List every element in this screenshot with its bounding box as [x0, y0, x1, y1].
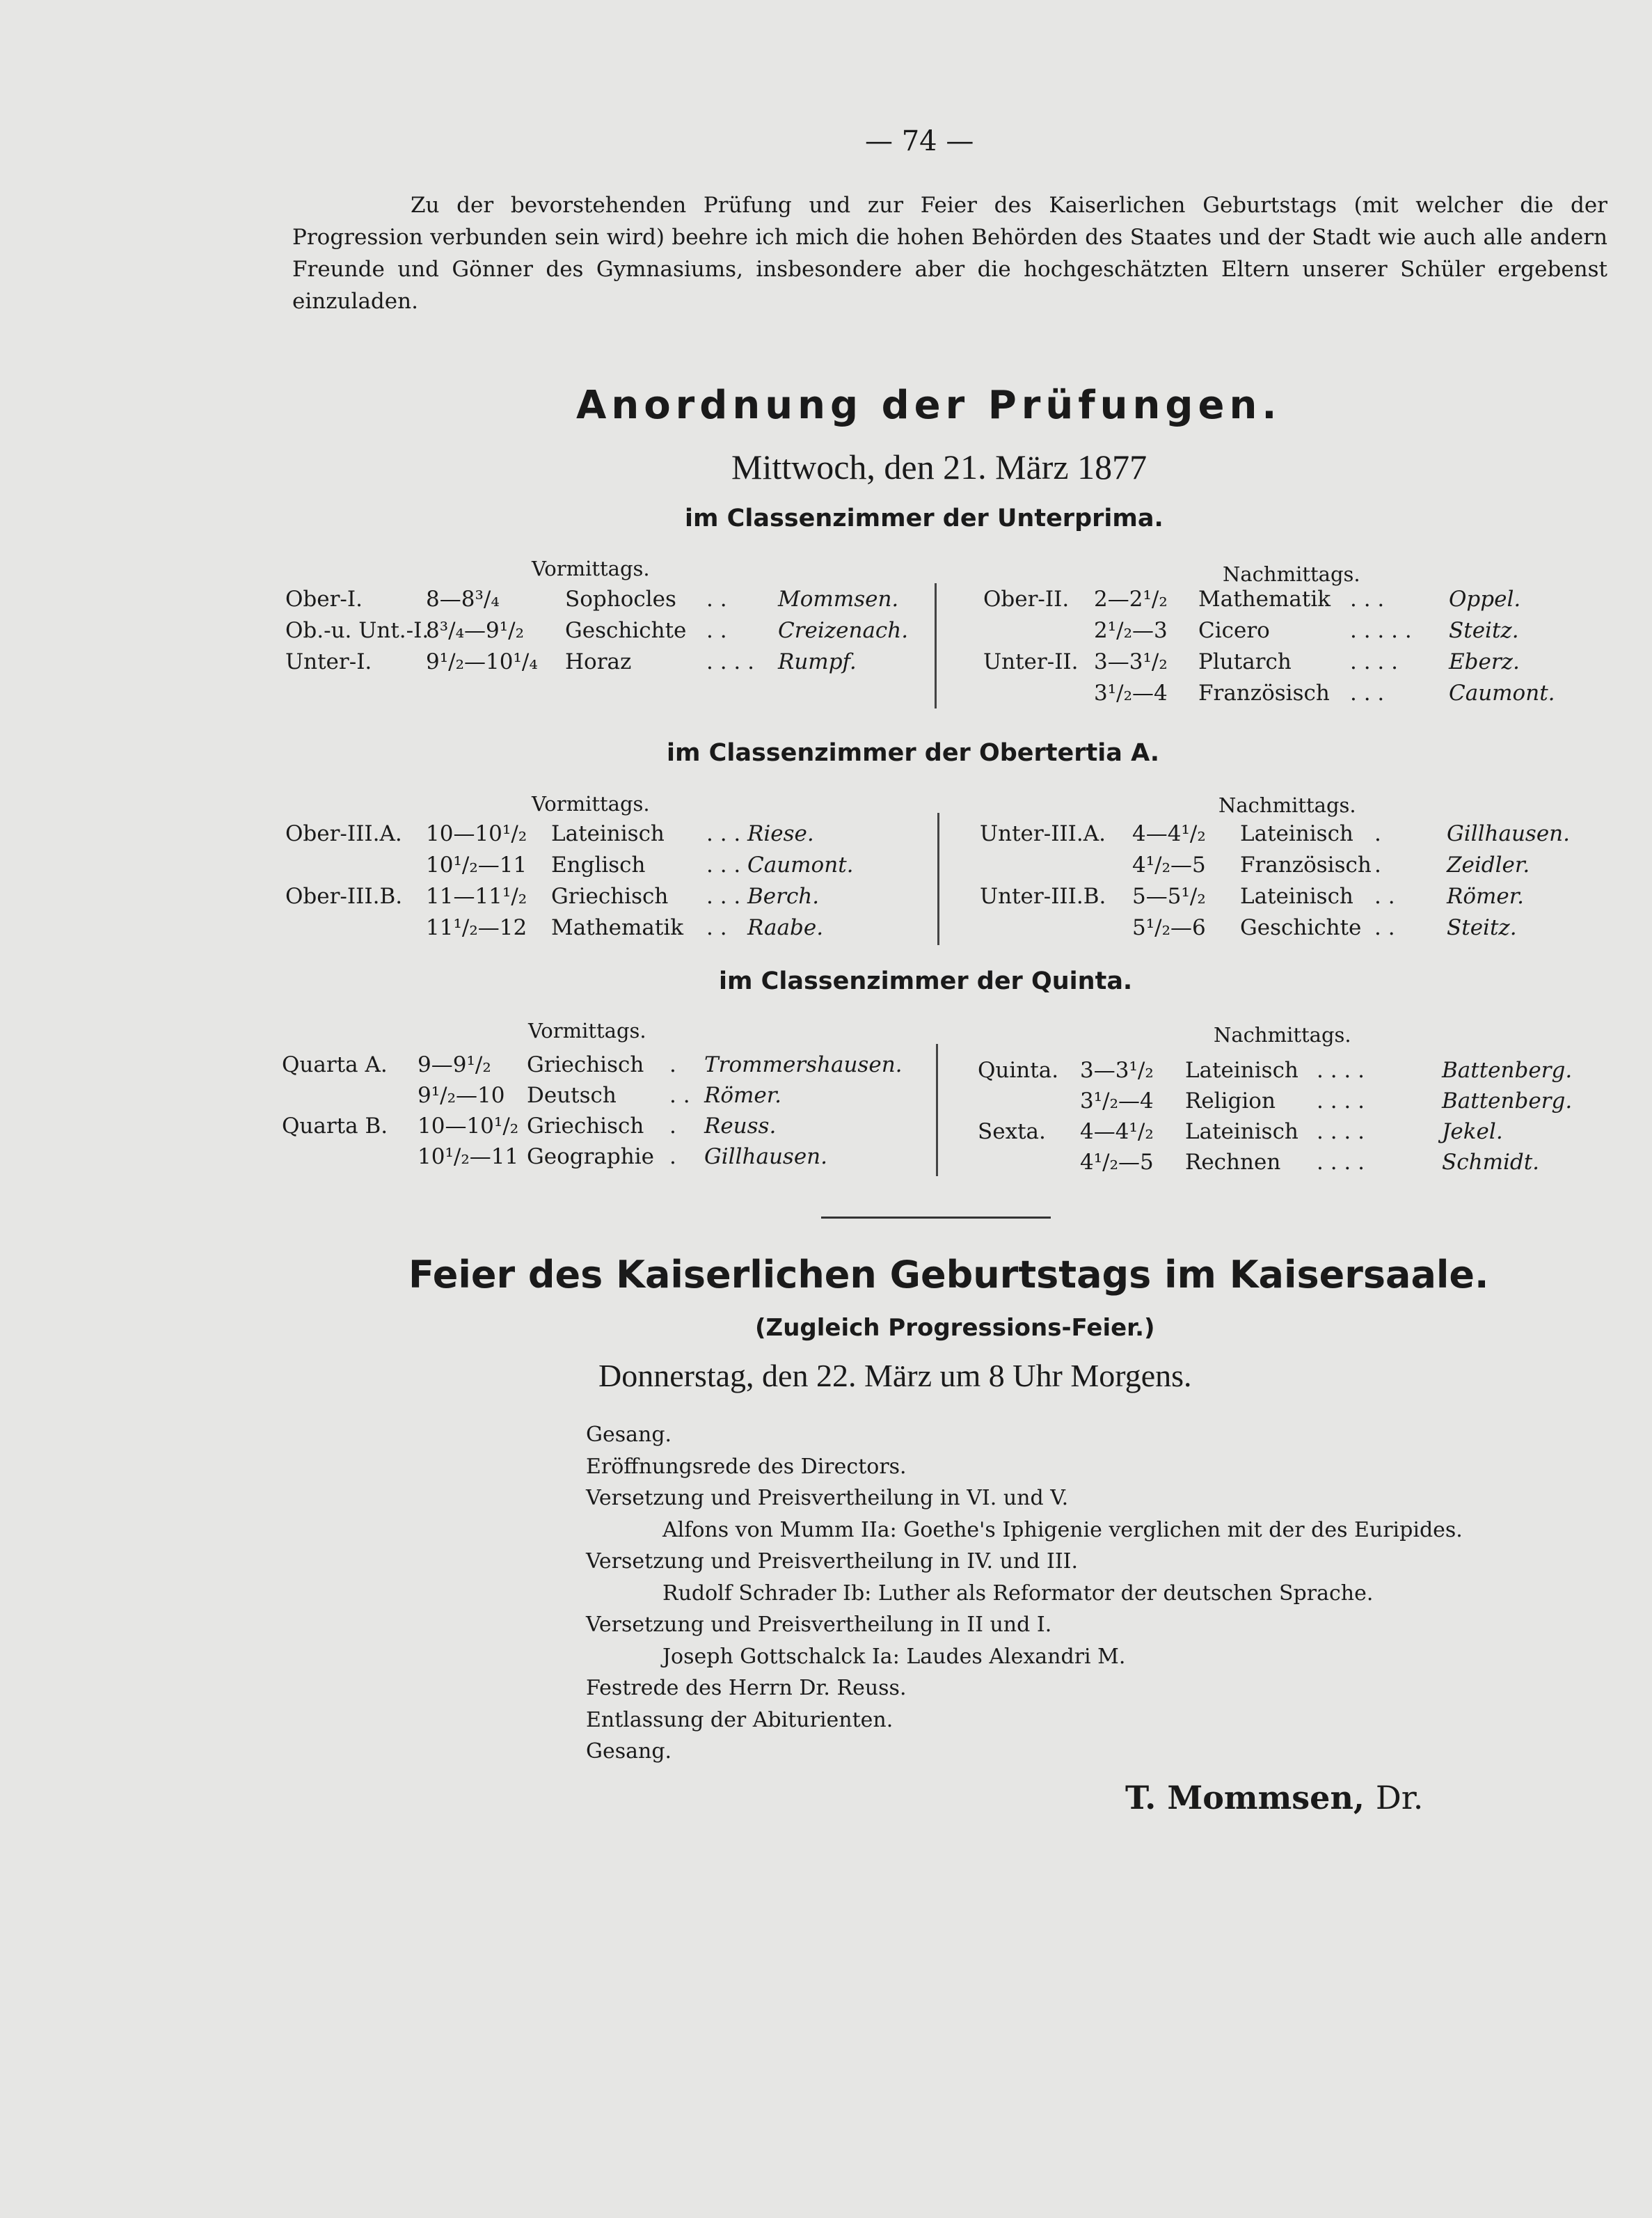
schedule-cls: Ob.-u. Unt.-I.	[285, 618, 429, 643]
schedule-teacher: Schmidt.	[1442, 1150, 1540, 1175]
schedule-dots: .	[1374, 821, 1381, 846]
page-number: — 74 —	[865, 125, 974, 157]
schedule-subject: Cicero	[1198, 618, 1270, 643]
feier-title: Feier des Kaiserlichen Geburtstags im Kaisersaale.	[408, 1253, 1489, 1297]
schedule-teacher: Berch.	[747, 884, 820, 909]
page-title: Anordnung der Prüfungen.	[576, 383, 1282, 428]
program-item: Festrede des Herrn Dr. Reuss.	[586, 1676, 907, 1700]
room-heading: im Classenzimmer der Obertertia A.	[667, 739, 1160, 767]
schedule-cls: Ober-III.A.	[285, 821, 402, 846]
signature	[1125, 1779, 1423, 1816]
schedule-teacher: Reuss.	[704, 1114, 777, 1139]
schedule-dots: . . . .	[1317, 1058, 1365, 1083]
schedule-time: 3—3¹/₂	[1094, 649, 1168, 674]
schedule-dots: . . . .	[1317, 1088, 1365, 1114]
schedule-time: 5¹/₂—6	[1132, 915, 1206, 940]
schedule-time: 8—8³/₄	[426, 587, 500, 612]
schedule-teacher: Steitz.	[1447, 915, 1517, 940]
schedule-subject: Sophocles	[565, 587, 676, 612]
column-divider	[937, 813, 939, 945]
schedule-time: 4—4¹/₂	[1132, 821, 1206, 846]
schedule-teacher: Eberz.	[1449, 649, 1520, 674]
schedule-dots: . . . . .	[1350, 618, 1412, 643]
section-divider	[821, 1217, 1051, 1219]
vormittags-label: Vormittags.	[528, 1019, 646, 1043]
schedule-dots: . .	[706, 915, 727, 940]
schedule-teacher: Zeidler.	[1447, 853, 1530, 878]
schedule-time: 11—11¹/₂	[426, 884, 527, 909]
schedule-cls: Ober-III.B.	[285, 884, 403, 909]
signature-name: T. Mommsen,	[1125, 1779, 1365, 1816]
schedule-subject: Geschichte	[1240, 915, 1362, 940]
schedule-teacher: Römer.	[704, 1083, 782, 1108]
schedule-dots: . .	[706, 587, 727, 612]
schedule-teacher: Rumpf.	[778, 649, 857, 674]
nachmittags-label: Nachmittags.	[1218, 793, 1356, 817]
schedule-dots: . . .	[1350, 681, 1385, 706]
schedule-dots: . . .	[706, 821, 741, 846]
schedule-dots: . . .	[1350, 587, 1385, 612]
schedule-time: 3¹/₂—4	[1080, 1088, 1154, 1114]
schedule-time: 10—10¹/₂	[426, 821, 527, 846]
schedule-teacher: Steitz.	[1449, 618, 1519, 643]
schedule-dots: . . .	[706, 884, 741, 909]
schedule-teacher: Gillhausen.	[704, 1144, 827, 1169]
program-item: Entlassung der Abiturienten.	[586, 1707, 893, 1732]
schedule-dots: . . . .	[706, 649, 754, 674]
feier-date: Donnerstag, den 22. März um 8 Uhr Morgens.	[598, 1358, 1192, 1393]
schedule-time: 4¹/₂—5	[1132, 853, 1206, 878]
program-item: Alfons von Mumm IIa: Goethe's Iphigenie verglichen mit der des Euripides.	[662, 1517, 1463, 1542]
column-divider	[936, 1044, 938, 1176]
schedule-time: 2¹/₂—3	[1094, 618, 1168, 643]
schedule-teacher: Creizenach.	[778, 618, 909, 643]
schedule-dots: . .	[669, 1083, 690, 1108]
schedule-teacher: Raabe.	[747, 915, 824, 940]
schedule-subject: Rechnen	[1185, 1150, 1281, 1175]
schedule-subject: Religion	[1185, 1088, 1276, 1114]
schedule-teacher: Mommsen.	[778, 587, 899, 612]
schedule-teacher: Gillhausen.	[1447, 821, 1570, 846]
schedule-cls: Sexta.	[978, 1119, 1046, 1144]
schedule-subject: Lateinisch	[551, 821, 665, 846]
schedule-time: 9¹/₂—10	[418, 1083, 505, 1108]
schedule-dots: . . . .	[1350, 649, 1398, 674]
program-item: Versetzung und Preisvertheilung in VI. und V.	[586, 1486, 1069, 1510]
program-item: Versetzung und Preisvertheilung in II und I.	[586, 1613, 1052, 1637]
schedule-dots: .	[1374, 853, 1381, 878]
schedule-subject: Griechisch	[527, 1114, 644, 1139]
room-heading: im Classenzimmer der Unterprima.	[685, 505, 1163, 532]
schedule-subject: Französisch	[1198, 681, 1330, 706]
schedule-cls: Unter-II.	[983, 649, 1079, 674]
room-heading: im Classenzimmer der Quinta.	[719, 967, 1133, 995]
schedule-cls: Quarta B.	[282, 1114, 388, 1139]
schedule-subject: Plutarch	[1198, 649, 1292, 674]
schedule-cls: Ober-II.	[983, 587, 1070, 612]
nachmittags-label: Nachmittags.	[1223, 562, 1360, 586]
schedule-time: 4¹/₂—5	[1080, 1150, 1154, 1175]
schedule-subject: Horaz	[565, 649, 632, 674]
vormittags-label: Vormittags.	[532, 557, 650, 580]
schedule-cls: Unter-III.B.	[980, 884, 1106, 909]
schedule-time: 10—10¹/₂	[418, 1114, 519, 1139]
schedule-time: 9—9¹/₂	[418, 1052, 491, 1077]
schedule-dots: . . .	[706, 853, 741, 878]
signature-title: Dr.	[1375, 1779, 1424, 1816]
schedule-time: 10¹/₂—11	[418, 1144, 519, 1169]
schedule-subject: Lateinisch	[1185, 1119, 1298, 1144]
exam-date: Mittwoch, den 21. März 1877	[731, 447, 1147, 486]
program-item: Joseph Gottschalck Ia: Laudes Alexandri M.	[662, 1644, 1126, 1669]
schedule-cls: Quarta A.	[282, 1052, 388, 1077]
feier-subtitle: (Zugleich Progressions-Feier.)	[755, 1314, 1155, 1342]
schedule-time: 2—2¹/₂	[1094, 587, 1168, 612]
schedule-teacher: Battenberg.	[1442, 1088, 1573, 1114]
schedule-subject: Griechisch	[527, 1052, 644, 1077]
column-divider	[935, 583, 937, 708]
schedule-teacher: Römer.	[1447, 884, 1525, 909]
schedule-subject: Mathematik	[1198, 587, 1331, 612]
schedule-subject: Mathematik	[551, 915, 684, 940]
schedule-teacher: Jekel.	[1442, 1119, 1503, 1144]
schedule-cls: Unter-III.A.	[980, 821, 1106, 846]
vormittags-label: Vormittags.	[532, 792, 650, 816]
schedule-teacher: Caumont.	[747, 853, 854, 878]
schedule-time: 11¹/₂—12	[426, 915, 527, 940]
schedule-time: 5—5¹/₂	[1132, 884, 1206, 909]
schedule-teacher: Trommershausen.	[704, 1052, 903, 1077]
program-item: Versetzung und Preisvertheilung in IV. und III.	[586, 1549, 1079, 1574]
schedule-dots: .	[669, 1144, 676, 1169]
schedule-dots: .	[669, 1114, 676, 1139]
schedule-time: 3¹/₂—4	[1094, 681, 1168, 706]
program-item: Gesang.	[586, 1739, 672, 1764]
schedule-dots: . . . .	[1317, 1150, 1365, 1175]
schedule-subject: Lateinisch	[1185, 1058, 1298, 1083]
schedule-time: 8³/₄—9¹/₂	[426, 618, 525, 643]
schedule-time: 4—4¹/₂	[1080, 1119, 1154, 1144]
schedule-subject: Geschichte	[565, 618, 687, 643]
schedule-subject: Lateinisch	[1240, 884, 1353, 909]
schedule-dots: .	[669, 1052, 676, 1077]
nachmittags-label: Nachmittags.	[1214, 1023, 1351, 1047]
schedule-teacher: Battenberg.	[1442, 1058, 1573, 1083]
schedule-time: 9¹/₂—10¹/₄	[426, 649, 538, 674]
schedule-time: 3—3¹/₂	[1080, 1058, 1154, 1083]
schedule-subject: Französisch	[1240, 853, 1372, 878]
schedule-dots: . .	[706, 618, 727, 643]
schedule-teacher: Oppel.	[1449, 587, 1521, 612]
intro-paragraph: Zu der bevorstehenden Prüfung und zur Feier des Kaiserlichen Geburtstags (mit welcher die der Progression verbunden sein wird) beehre ich mich die hohen Behörden des Staates und der Stadt wie auch alle andern Freunde und Gönner des Gymnasiums, insbesondere aber die hochgeschätzten Eltern unserer Schüler ergebenst einzuladen.	[292, 193, 1607, 314]
schedule-teacher: Riese.	[747, 821, 814, 846]
schedule-time: 10¹/₂—11	[426, 853, 527, 878]
program-item: Rudolf Schrader Ib: Luther als Reformator der deutschen Sprache.	[662, 1581, 1374, 1606]
program-item: Gesang.	[586, 1423, 672, 1447]
schedule-subject: Deutsch	[527, 1083, 617, 1108]
schedule-subject: Griechisch	[551, 884, 669, 909]
schedule-subject: Geographie	[527, 1144, 654, 1169]
schedule-cls: Ober-I.	[285, 587, 363, 612]
program-item: Eröffnungsrede des Directors.	[586, 1454, 907, 1479]
schedule-teacher: Caumont.	[1449, 681, 1555, 706]
schedule-subject: Englisch	[551, 853, 646, 878]
schedule-dots: . . . .	[1317, 1119, 1365, 1144]
schedule-dots: . .	[1374, 884, 1395, 909]
schedule-cls: Quinta.	[978, 1058, 1059, 1083]
schedule-cls: Unter-I.	[285, 649, 372, 674]
schedule-dots: . .	[1374, 915, 1395, 940]
schedule-subject: Lateinisch	[1240, 821, 1353, 846]
